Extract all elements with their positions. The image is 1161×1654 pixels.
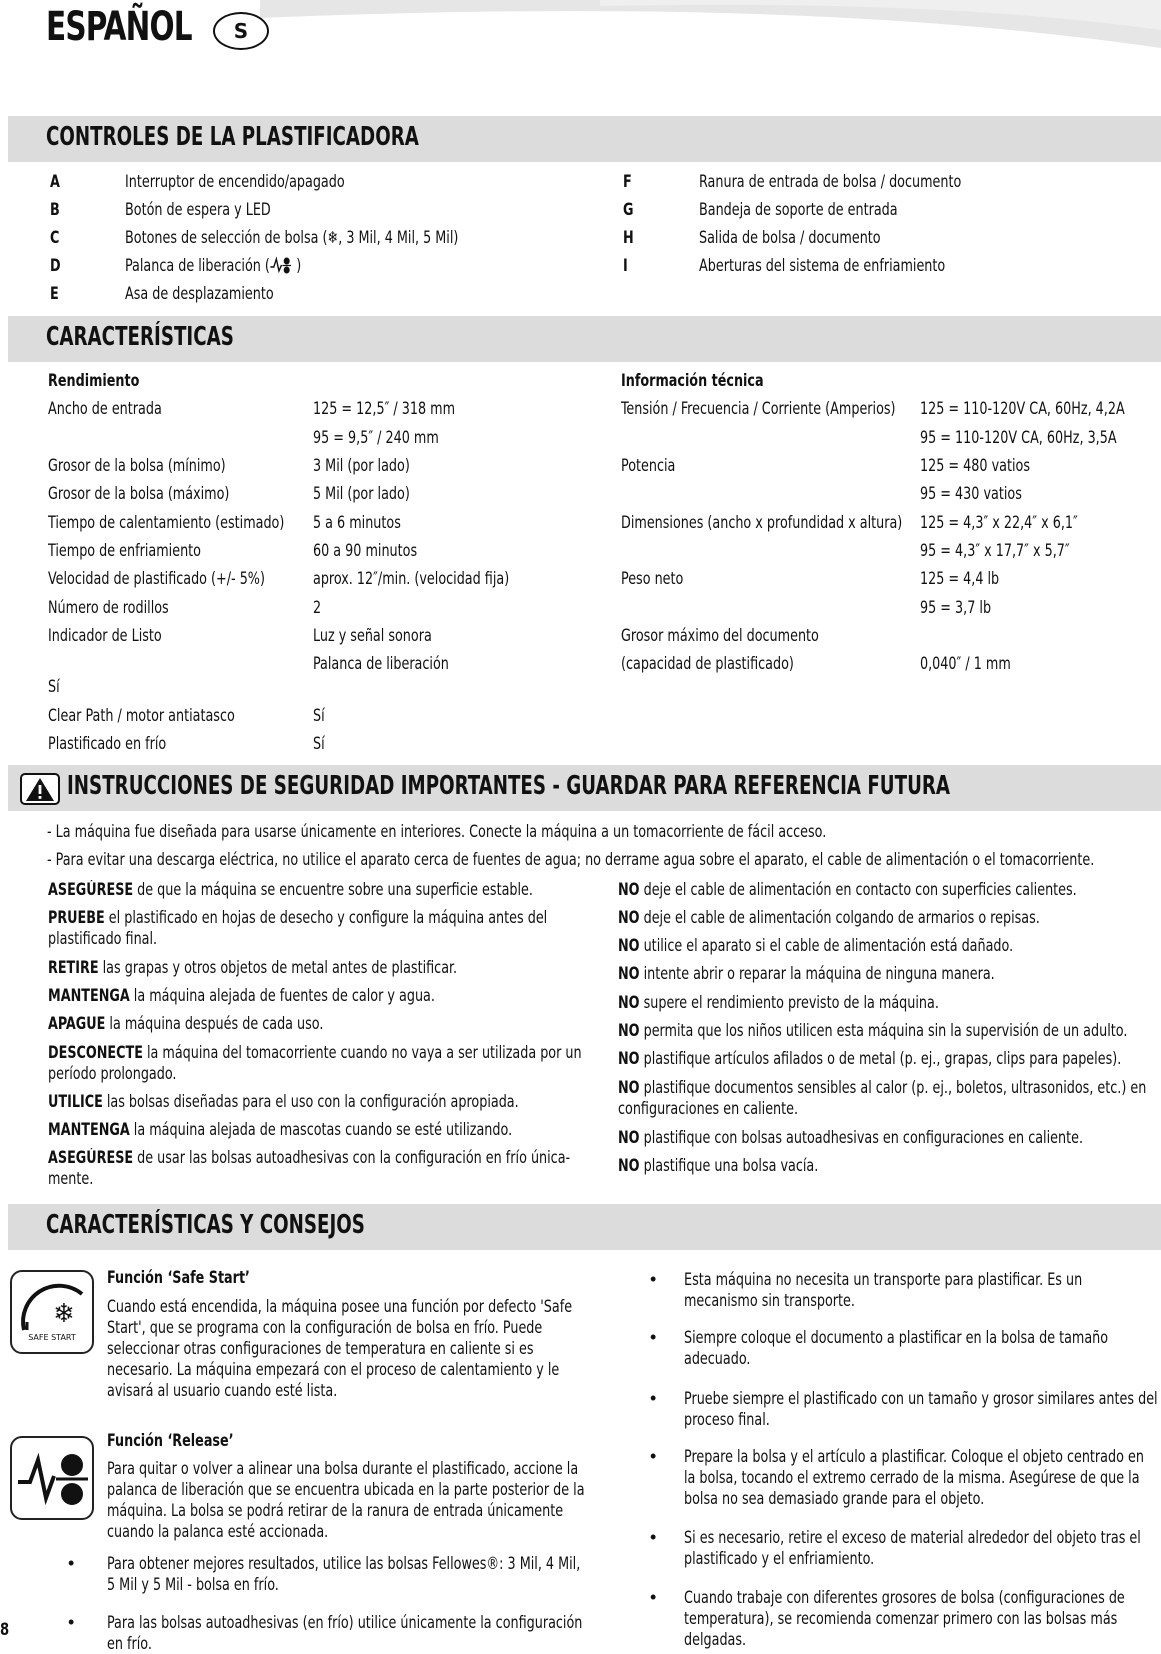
safety-item [618, 1048, 1158, 1069]
safety-item-bold: NO [618, 1049, 640, 1068]
perf-heading: Rendimiento [48, 371, 140, 390]
tips-left-bullet: Para obtener mejores resultados, utilice las bolsas Fellowes®: 3 Mil, 4 Mil, 5 Mil y 5 Mil - bolsa en frío. [107, 1554, 581, 1594]
perf-label: Grosor de la bolsa (máximo) [48, 484, 230, 503]
safety-item-text: supere el rendimiento previsto de la máquina. [639, 993, 939, 1012]
tech-value: 95 = 430 vatios [920, 484, 1022, 503]
tech-label: (capacidad de plastificado) [621, 654, 794, 673]
perf-value: 95 = 9,5″ / 240 mm [313, 428, 439, 447]
controls-title: CONTROLES DE LA PLASTIFICADORA [46, 122, 419, 152]
control-key: E [50, 284, 59, 303]
safety-item [618, 935, 1158, 956]
safety-item-bold: ASEGÚRESE [48, 1148, 134, 1167]
control-label-post: , 3 Mil, 4 Mil, 5 Mil) [338, 228, 459, 247]
safety-item [48, 957, 588, 978]
control-label: Asa de desplazamiento [125, 284, 274, 303]
safe-start-body: Cuando está encendida, la máquina posee una función por defecto 'Safe Start', que se programa con la configuración de bolsa en frío. Puede seleccionar otras configuraciones de temperatura en caliente si es necesario. La máquina empezará con el proceso de calentamiento y le avisará al usuario cuando esté lista. [107, 1297, 573, 1400]
safe-start-icon [10, 1270, 94, 1354]
perf-label: Indicador de Listo [48, 626, 162, 645]
safety-item-text: las grapas y otros objetos de metal antes de plastificar. [98, 958, 458, 977]
safety-item [618, 992, 1158, 1013]
safety-item-text: plastifique artículos afilados o de metal (p. ej., grapas, clips para papeles). [639, 1049, 1122, 1068]
safety-item [618, 907, 1158, 928]
perf-label: Número de rodillos [48, 598, 169, 617]
safety-item [48, 1147, 588, 1189]
control-label: Bandeja de soporte de entrada [699, 200, 898, 219]
safety-item [48, 1013, 588, 1034]
release-lever-large-icon [12, 1438, 92, 1518]
perf-label: Sí [48, 677, 60, 696]
safety-item-bold: NO [618, 993, 640, 1012]
safety-item-text: utilice el aparato si el cable de alimentación está dañado. [639, 936, 1014, 955]
tech-value: 125 = 4,3″ x 22,4″ x 6,1″ [920, 513, 1078, 532]
perf-value: Palanca de liberación [313, 654, 449, 673]
release-icon [10, 1436, 94, 1520]
control-key: H [623, 228, 634, 247]
tech-label: Tensión / Frecuencia / Corriente (Amperios) [621, 399, 896, 418]
safety-item-text: de que la máquina se encuentre sobre una superficie estable. [133, 880, 533, 899]
perf-label: Clear Path / motor antiatasco [48, 706, 235, 725]
control-label [125, 228, 458, 247]
tech-value: 125 = 480 vatios [920, 456, 1030, 475]
tech-value: 125 = 4,4 lb [920, 569, 1000, 588]
bullet-dot: • [650, 1269, 657, 1289]
snowflake-icon: ❄ [327, 228, 339, 247]
language-badge: S [213, 12, 269, 50]
safety-item-text: deje el cable de alimentación en contacto con superficies calientes. [639, 880, 1077, 899]
perf-label: Velocidad de plastificado (+/- 5%) [48, 569, 265, 588]
bullet-dot: • [650, 1587, 657, 1607]
perf-value: aprox. 12″/min. (velocidad fija) [313, 569, 510, 588]
svg-text:❄: ❄ [53, 1299, 75, 1329]
safety-item-bold: PRUEBE [48, 908, 105, 927]
safety-item [618, 879, 1158, 900]
perf-label: Grosor de la bolsa (mínimo) [48, 456, 226, 475]
safety-item-text: las bolsas diseñadas para el uso con la configuración apropiada. [102, 1092, 519, 1111]
safety-item-bold: NO [618, 1128, 640, 1147]
safety-item-text: permita que los niños utilicen esta máquina sin la supervisión de un adulto. [639, 1021, 1128, 1040]
tech-label: Grosor máximo del documento [621, 626, 819, 645]
safe-start-heading: Función ‘Safe Start’ [107, 1268, 250, 1287]
tech-heading: Información técnica [621, 371, 764, 390]
bullet-dot: • [650, 1388, 657, 1408]
safety-item-bold: ASEGÚRESE [48, 880, 134, 899]
safety-item-text: intente abrir o reparar la máquina de ninguna manera. [639, 964, 995, 983]
control-key: I [623, 256, 628, 275]
control-label: Salida de bolsa / documento [699, 228, 881, 247]
safety-note: - La máquina fue diseñada para usarse únicamente en interiores. Conecte la máquina a un tomacorriente de fácil acceso. [47, 822, 827, 841]
safety-item [618, 1077, 1158, 1119]
perf-label: Tiempo de calentamiento (estimado) [48, 513, 285, 532]
perf-value: Luz y señal sonora [313, 626, 432, 645]
tech-value: 0,040″ / 1 mm [920, 654, 1011, 673]
perf-value: 2 [313, 598, 322, 617]
safety-item [48, 879, 588, 900]
safety-item-text: el plastificado en hojas de desecho y configure la máquina antes del plastificado final. [48, 908, 548, 948]
control-key: G [623, 200, 634, 219]
tips-right-bullet: Si es necesario, retire el exceso de material alrededor del objeto tras el plastificado y el enfriamiento. [684, 1528, 1141, 1568]
control-label: Botón de espera y LED [125, 200, 271, 219]
bullet-dot: • [650, 1527, 657, 1547]
safety-item-bold: RETIRE [48, 958, 99, 977]
safety-item-bold: NO [618, 908, 640, 927]
perf-value: 125 = 12,5″ / 318 mm [313, 399, 456, 418]
page-number: 8 [0, 1620, 10, 1640]
release-lever-icon [270, 256, 292, 274]
safety-item-bold: MANTENGA [48, 1120, 130, 1139]
perf-value: 60 a 90 minutos [313, 541, 418, 560]
control-label: Interruptor de encendido/apagado [125, 172, 345, 191]
tips-right-bullet: Cuando trabaje con diferentes grosores de bolsa (configuraciones de temperatura), se recomienda comenzar primero con las bolsas más delgadas. [684, 1588, 1125, 1649]
control-key: A [50, 172, 60, 191]
safety-item [618, 1020, 1158, 1041]
control-key: B [50, 200, 60, 219]
control-key: C [50, 228, 60, 247]
safety-item-bold: NO [618, 1021, 640, 1040]
tech-label: Peso neto [621, 569, 684, 588]
tech-label: Potencia [621, 456, 676, 475]
safety-item-text: la máquina después de cada uso. [105, 1014, 324, 1033]
tech-value: 95 = 4,3″ x 17,7″ x 5,7″ [920, 541, 1070, 560]
tips-right-bullet: Prepare la bolsa y el artículo a plastificar. Coloque el objeto centrado en la bolsa, tocando el extremo cerrado de la misma. Asegúrese de que la bolsa no sea demasiado grande para el objeto. [684, 1447, 1144, 1508]
perf-value: 5 Mil (por lado) [313, 484, 410, 503]
safety-item-bold: NO [618, 936, 640, 955]
safety-item [48, 907, 588, 949]
safety-item-bold: MANTENGA [48, 986, 130, 1005]
control-label-pre: Botones de selección de bolsa ( [125, 228, 328, 247]
tips-title: CARACTERÍSTICAS Y CONSEJOS [46, 1210, 365, 1240]
safety-item-bold: APAGUE [48, 1014, 106, 1033]
perf-label: Ancho de entrada [48, 399, 162, 418]
bullet-dot: • [650, 1446, 657, 1466]
release-heading: Función ‘Release’ [107, 1431, 234, 1450]
control-key: D [50, 256, 61, 275]
safety-item [618, 1127, 1158, 1148]
safety-item [48, 1091, 588, 1112]
control-key: F [623, 172, 632, 191]
safety-note: - Para evitar una descarga eléctrica, no utilice el aparato cerca de fuentes de agua; no derrame agua sobre el aparato, el cable de alimentación o el tomacorriente. [47, 850, 1095, 869]
safe-start-label: SAFE START [28, 1333, 76, 1342]
tips-right-bullet: Siempre coloque el documento a plastificar en la bolsa de tamaño adecuado. [684, 1328, 1109, 1368]
tech-label: Dimensiones (ancho x profundidad x altura) [621, 513, 903, 532]
perf-value: Sí [313, 734, 325, 753]
safety-item-bold: NO [618, 1078, 640, 1097]
safety-item [48, 1042, 588, 1084]
safety-item-bold: NO [618, 1156, 640, 1175]
bullet-dot: • [68, 1553, 75, 1573]
safety-item-text: plastifique una bolsa vacía. [639, 1156, 819, 1175]
perf-value: 3 Mil (por lado) [313, 456, 410, 475]
features-title: CARACTERÍSTICAS [46, 322, 234, 352]
bullet-dot: • [650, 1327, 657, 1347]
tips-right-bullet: Pruebe siempre el plastificado con un tamaño y grosor similares antes del proceso final. [684, 1389, 1158, 1429]
control-label [125, 256, 301, 275]
perf-label: Plastificado en frío [48, 734, 167, 753]
tech-value: 95 = 3,7 lb [920, 598, 992, 617]
safety-item-bold: DESCONECTE [48, 1043, 143, 1062]
safety-item [618, 963, 1158, 984]
safety-item-text: deje el cable de alimentación colgando de armarios o repisas. [639, 908, 1040, 927]
safety-item-bold: NO [618, 880, 640, 899]
perf-value: 5 a 6 minutos [313, 513, 401, 532]
release-body: Para quitar o volver a alinear una bolsa durante el plastificado, accione la palanca de liberación que se encuentra ubicada en la parte posterior de la máquina. La bolsa se podrá retirar de la ranura de entrada únicamente cuando la palanca esté accionada. [107, 1459, 585, 1541]
tech-value: 95 = 110-120V CA, 60Hz, 3,5A [920, 428, 1117, 447]
control-label-post: ) [292, 256, 302, 275]
control-label: Ranura de entrada de bolsa / documento [699, 172, 962, 191]
safety-item-text: la máquina del tomacorriente cuando no vaya a ser utilizada por un período prolongado. [48, 1043, 582, 1083]
safety-item-text: plastifique documentos sensibles al calor (p. ej., boletos, ultrasonidos, etc.) en configuraciones en caliente. [618, 1078, 1147, 1118]
safety-item [48, 1119, 588, 1140]
warning-icon [20, 773, 60, 805]
safety-title: INSTRUCCIONES DE SEGURIDAD IMPORTANTES - GUARDAR PARA REFERENCIA FUTURA [67, 771, 951, 801]
tips-right-bullet: Esta máquina no necesita un transporte para plastificar. Es un mecanismo sin transporte. [684, 1270, 1083, 1310]
tech-value: 125 = 110-120V CA, 60Hz, 4,2A [920, 399, 1125, 418]
bullet-dot: • [68, 1612, 75, 1632]
perf-value: Sí [313, 706, 325, 725]
safety-item-text: plastifique con bolsas autoadhesivas en configuraciones en caliente. [639, 1128, 1084, 1147]
control-label: Aberturas del sistema de enfriamiento [699, 256, 946, 275]
safety-item-bold: NO [618, 964, 640, 983]
safety-item-bold: UTILICE [48, 1092, 103, 1111]
safety-item [48, 985, 588, 1006]
language-title: ESPAÑOL [46, 4, 192, 50]
safety-item-text: la máquina alejada de mascotas cuando se esté utilizando. [129, 1120, 513, 1139]
safety-item-text: la máquina alejada de fuentes de calor y agua. [129, 986, 435, 1005]
safety-item-text: de usar las bolsas autoadhesivas con la configuración en frío única-mente. [48, 1148, 571, 1188]
perf-label: Tiempo de enfriamiento [48, 541, 201, 560]
control-label-pre: Palanca de liberación ( [125, 256, 270, 275]
tips-left-bullet: Para las bolsas autoadhesivas (en frío) utilice únicamente la configuración en frío. [107, 1613, 583, 1653]
safety-item [618, 1155, 1158, 1176]
